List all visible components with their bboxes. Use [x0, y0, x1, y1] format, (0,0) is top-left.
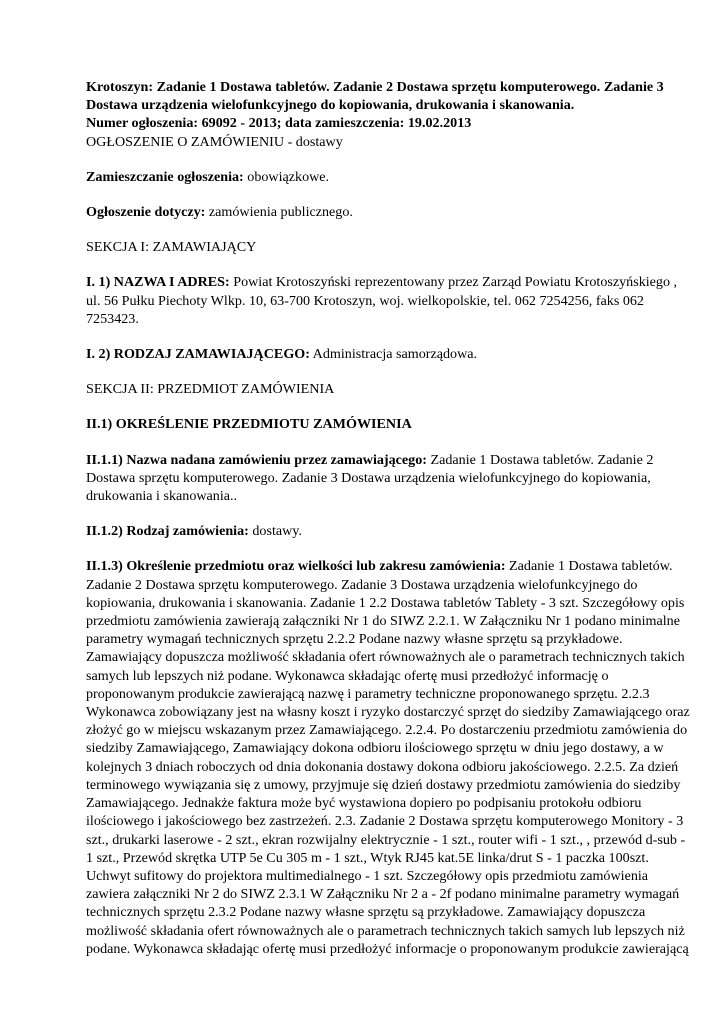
name-address-label: I. 1) NAZWA I ADRES:: [86, 274, 230, 291]
name-address-value: Powiat Krotoszyński reprezentowany przez Zarząd Powiatu Krotoszyńskiego , ul. 56 Pułku Piechoty Wlkp. 10, 63-700 Krotoszyn, woj. wielkopolskie, tel. 062 7254256, faks 062 7253423.: [86, 274, 678, 327]
concerns-label: Ogłoszenie dotyczy:: [86, 204, 206, 221]
concerns-value: zamówienia publicznego.: [205, 204, 353, 221]
section-2-subheading: [86, 415, 692, 433]
posting-value: obowiązkowe.: [243, 168, 330, 185]
order-kind-value: dostawy.: [248, 523, 302, 540]
name-address-field: [86, 273, 692, 328]
notice-number: Numer ogłoszenia: 69092 - 2013; data zamieszczenia: 19.02.2013: [86, 115, 472, 132]
order-name-field: [86, 451, 692, 506]
contracting-type-label: I. 2) RODZAJ ZAMAWIAJĄCEGO:: [86, 346, 310, 363]
notice-header: [86, 78, 692, 151]
posting-field: [86, 168, 692, 186]
section-1-heading: SEKCJA I: ZAMAWIAJĄCY: [86, 239, 257, 256]
document-page: [86, 78, 692, 958]
order-kind-field: [86, 522, 692, 540]
order-kind-label: II.1.2) Rodzaj zamówienia:: [86, 523, 249, 540]
notice-type: OGŁOSZENIE O ZAMÓWIENIU - dostawy: [86, 133, 343, 150]
notice-title: Krotoszyn: Zadanie 1 Dostawa tabletów. Zadanie 2 Dostawa sprzętu komputerowego. Zadanie 3 Dostawa urządzenia wielofunkcyjnego do kopiowania, drukowania i skanowania.: [86, 79, 664, 114]
order-scope-field: [86, 557, 692, 957]
order-scope-value: Zadanie 1 Dostawa tabletów. Zadanie 2 Dostawa sprzętu komputerowego. Zadanie 3 Dostawa urządzenia wielofunkcyjnego do kopiowania, drukowania i skanowania. Zadanie 1 2.2 Dostawa tabletów Tablety - 3 szt. Szczegółowy opis przedmiotu zamówienia zawierają załączniki Nr 1 do SIWZ 2.2.1. W Załączniku Nr 1 podano minimalne parametry wymagań technicznych sprzętu 2.2.2 Podane nazwy własne sprzętu są przykładowe. Zamawiający dopuszcza możliwość składania ofert równoważnych ale o parametrach technicznych takich samych lub lepszych niż podane. Wykonawca składając ofertę musi przedłożyć informację o proponowanym produkcie zawierającą nazwę i parametry techniczne proponowanego sprzętu. 2.2.3 Wykonawca zobowiązany jest na własny koszt i ryzyko dostarczyć sprzęt do siedziby Zamawiającego oraz złożyć go w miejscu wskazanym przez Zamawiającego. 2.2.4. Po dostarczeniu przedmiotu zamówienia do siedziby Zamawiającego, Zamawiający dokona odbioru ilościowego sprzętu w dniu jego dostawy, a w kolejnych 3 dniach roboczych od dnia dokonania dostawy dokona odbioru jakościowego. 2.2.5. Za dzień terminowego wywiązania się z umowy, przyjmuje się dzień dostawy przedmiotu zamówienia do siedziby Zamawiającego. Jednakże faktura może być wystawiona dopiero po podpisaniu protokołu odbioru ilościowego i jakościowego bez zastrzeżeń. 2.3. Zadanie 2 Dostawa sprzętu komputerowego Monitory - 3 szt., drukarki laserowe - 2 szt., ekran rozwijalny elektrycznie - 1 szt., router wifi - 1 szt., , przewód d-sub - 1 szt., Przewód skrętka UTP 5e Cu 305 m - 1 szt., Wtyk RJ45 kat.5E linka/drut S - 1 paczka 100szt. Uchwyt sufitowy do projektora multimedialnego - 1 szt. Szczegółowy opis przedmiotu zamówienia zawiera załączniki Nr 2 do SIWZ 2.3.1 W Załączniku Nr 2 a - 2f podano minimalne parametry wymagań technicznych sprzętu 2.3.2 Podane nazwy własne sprzętu są przykładowe. Zamawiający dopuszcza możliwość składania ofert równoważnych ale o parametrach technicznych takich samych lub lepszych niż podane. Wykonawca składając ofertę musi przedłożyć informacje o proponowanym produkcie zawierającą: [86, 558, 690, 957]
section-2-subheading-text: II.1) OKREŚLENIE PRZEDMIOTU ZAMÓWIENIA: [86, 416, 412, 433]
order-name-value: Zadanie 1 Dostawa tabletów. Zadanie 2 Dostawa sprzętu komputerowego. Zadanie 3 Dostawa urządzenia wielofunkcyjnego do kopiowania, drukowania i skanowania..: [86, 451, 654, 505]
contracting-type-value: Administracja samorządowa.: [309, 346, 478, 363]
contracting-type-field: [86, 345, 692, 363]
section-2-heading: SEKCJA II: PRZEDMIOT ZAMÓWIENIA: [86, 381, 335, 398]
posting-label: Zamieszczanie ogłoszenia:: [86, 168, 244, 185]
order-name-label: II.1.1) Nazwa nadana zamówieniu przez zamawiającego:: [86, 451, 427, 468]
order-scope-label: II.1.3) Określenie przedmiotu oraz wielkości lub zakresu zamówienia:: [86, 558, 506, 575]
concerns-field: [86, 203, 692, 221]
